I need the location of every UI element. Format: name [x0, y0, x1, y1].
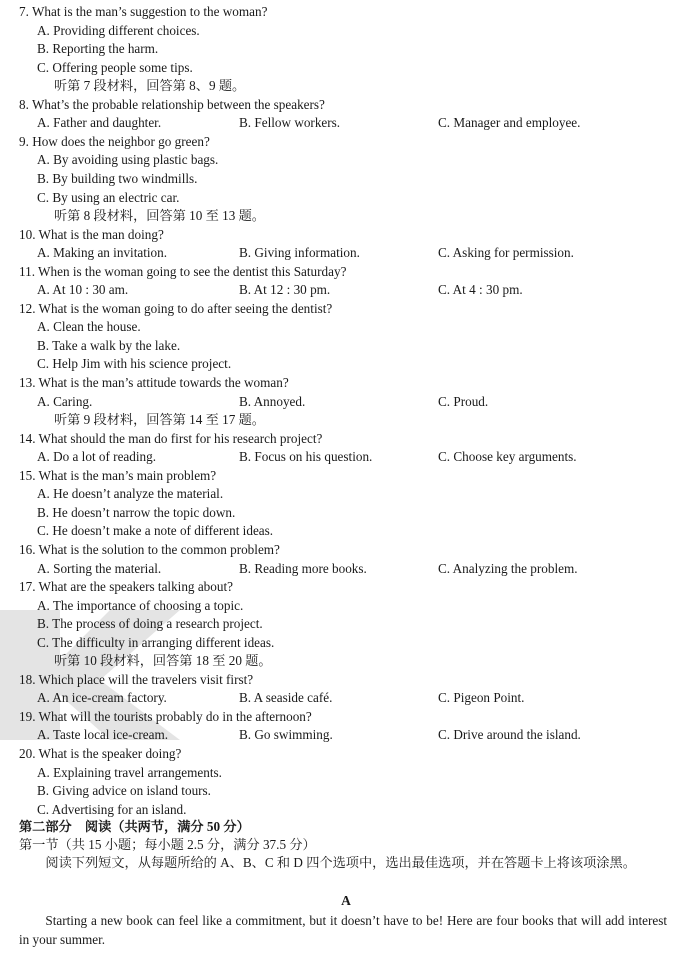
option-q17a: A. The importance of choosing a topic. — [37, 598, 244, 613]
option-q18abc-c: C. Pigeon Point. — [438, 690, 525, 705]
option-q20c: C. Advertising for an island. — [37, 802, 187, 817]
option-q16abc-b: B. Reading more books. — [239, 561, 367, 576]
option-q17c: C. The difficulty in arranging different ideas. — [37, 635, 275, 650]
question-q7: 7. What is the man’s suggestion to the woman? — [19, 4, 268, 19]
option-q20b: B. Giving advice on island tours. — [37, 783, 211, 798]
option-q7c: C. Offering people some tips. — [37, 60, 193, 75]
option-q14abc-b: B. Focus on his question. — [239, 449, 373, 464]
option-q15c: C. He doesn’t make a note of different ideas. — [37, 523, 274, 538]
question-q11: 11. When is the woman going to see the dentist this Saturday? — [19, 264, 347, 279]
question-q10: 10. What is the man doing? — [19, 227, 164, 242]
section1-info: 第一节（共 15 小题；每小题 2.5 分，满分 37.5 分） — [19, 837, 316, 852]
option-q13abc-a: A. Caring. — [37, 394, 93, 409]
option-q12b: B. Take a walk by the lake. — [37, 338, 181, 353]
option-q8abc-c: C. Manager and employee. — [438, 115, 581, 130]
option-q20a: A. Explaining travel arrangements. — [37, 765, 222, 780]
reading-instruction: 阅读下列短文，从每题所给的 A、B、C 和 D 四个选项中，选出最佳选项，并在答题卡上将该项涂黑。 — [45, 855, 636, 870]
option-q13abc-c: C. Proud. — [438, 394, 489, 409]
option-q14abc-c: C. Choose key arguments. — [438, 449, 577, 464]
option-q19abc-a: A. Taste local ice-cream. — [37, 727, 169, 742]
question-q15: 15. What is the man’s main problem? — [19, 468, 217, 483]
section-note-s8: 听第 8 段材料，回答第 10 至 13 题。 — [54, 208, 265, 223]
option-q8abc-b: B. Fellow workers. — [239, 115, 341, 130]
section-note-s9: 听第 9 段材料，回答第 14 至 17 题。 — [54, 412, 265, 427]
option-q18abc-a: A. An ice-cream factory. — [37, 690, 167, 705]
question-q20: 20. What is the speaker doing? — [19, 746, 182, 761]
option-q15a: A. He doesn’t analyze the material. — [37, 486, 224, 501]
question-q13: 13. What is the man’s attitude towards the woman? — [19, 375, 289, 390]
option-q18abc-b: B. A seaside café. — [239, 690, 333, 705]
passage-intro: Starting a new book can feel like a commitment, but it doesn’t have to be! Here are four books that will add interest in your summer. — [19, 913, 667, 947]
option-q10abc-a: A. Making an invitation. — [37, 245, 168, 260]
option-q10abc-c: C. Asking for permission. — [438, 245, 574, 260]
option-q13abc-b: B. Annoyed. — [239, 394, 306, 409]
option-q15b: B. He doesn’t narrow the topic down. — [37, 505, 236, 520]
option-q16abc-c: C. Analyzing the problem. — [438, 561, 578, 576]
question-q12: 12. What is the woman going to do after seeing the dentist? — [19, 301, 333, 316]
part2-heading: 第二部分 阅读（共两节，满分 50 分） — [19, 819, 250, 834]
section-note-s7: 听第 7 段材料，回答第 8、9 题。 — [54, 78, 246, 93]
question-q17: 17. What are the speakers talking about? — [19, 579, 233, 594]
question-q14: 14. What should the man do first for his research project? — [19, 431, 323, 446]
question-q8: 8. What’s the probable relationship between the speakers? — [19, 97, 325, 112]
option-q17b: B. The process of doing a research project. — [37, 616, 263, 631]
option-q9a: A. By avoiding using plastic bags. — [37, 152, 219, 167]
option-q8abc-a: A. Father and daughter. — [37, 115, 162, 130]
option-q9b: B. By building two windmills. — [37, 171, 198, 186]
section-note-s10: 听第 10 段材料，回答第 18 至 20 题。 — [54, 653, 272, 668]
option-q9c: C. By using an electric car. — [37, 190, 180, 205]
option-q14abc-a: A. Do a lot of reading. — [37, 449, 157, 464]
option-q11abc-a: A. At 10 : 30 am. — [37, 282, 129, 297]
option-q12c: C. Help Jim with his science project. — [37, 356, 232, 371]
option-q7b: B. Reporting the harm. — [37, 41, 159, 56]
passage-title: A — [341, 893, 351, 908]
option-q11abc-c: C. At 4 : 30 pm. — [438, 282, 523, 297]
question-q18: 18. Which place will the travelers visit first? — [19, 672, 254, 687]
option-q11abc-b: B. At 12 : 30 pm. — [239, 282, 331, 297]
option-q10abc-b: B. Giving information. — [239, 245, 360, 260]
question-q19: 19. What will the tourists probably do in the afternoon? — [19, 709, 312, 724]
option-q19abc-b: B. Go swimming. — [239, 727, 333, 742]
option-q7a: A. Providing different choices. — [37, 23, 200, 38]
question-q16: 16. What is the solution to the common problem? — [19, 542, 280, 557]
option-q16abc-a: A. Sorting the material. — [37, 561, 162, 576]
option-q12a: A. Clean the house. — [37, 319, 141, 334]
question-q9: 9. How does the neighbor go green? — [19, 134, 210, 149]
option-q19abc-c: C. Drive around the island. — [438, 727, 581, 742]
